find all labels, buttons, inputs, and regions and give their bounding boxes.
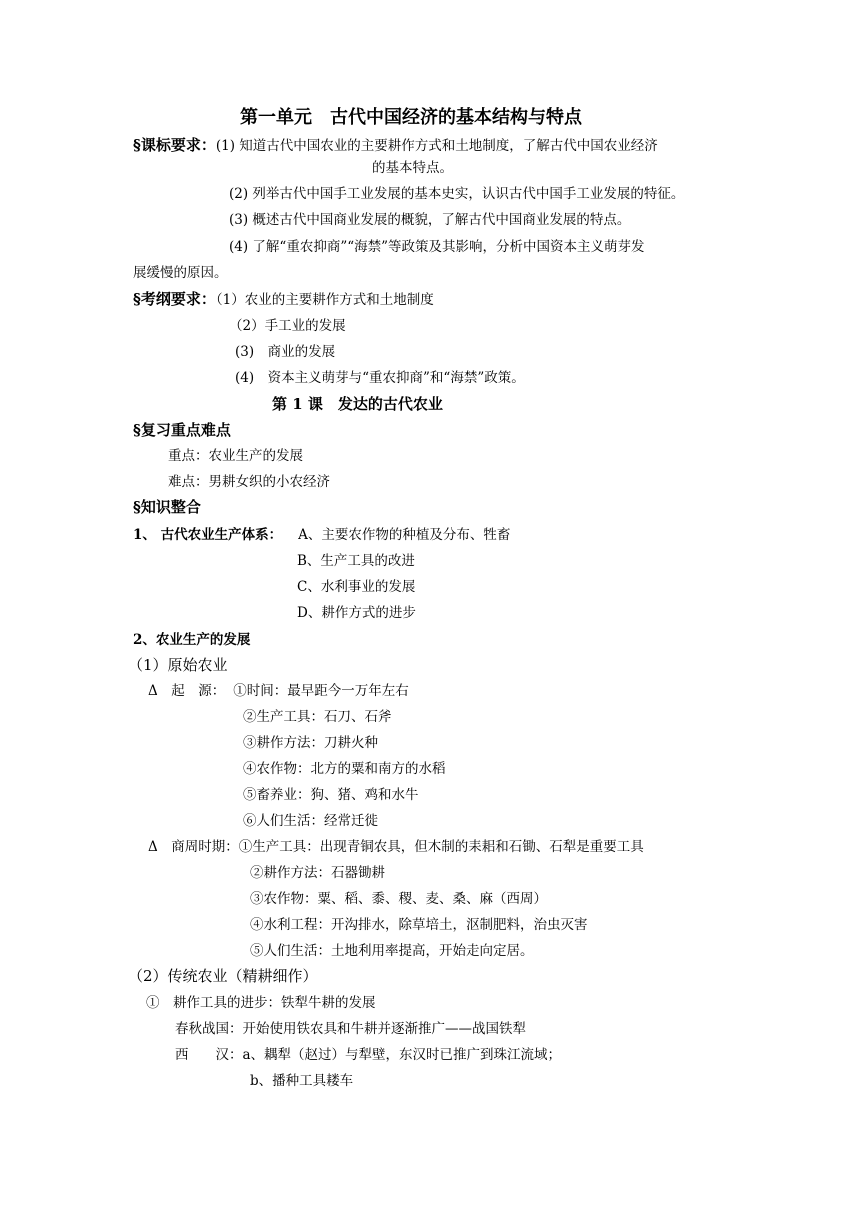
system-item-d: D、耕作方式的进步 bbox=[297, 605, 416, 621]
shangzhou-label: Δ 商周时期： bbox=[148, 839, 239, 855]
shangzhou-line bbox=[148, 837, 644, 857]
origin-item-5: ⑤畜养业：狗、猪、鸡和水牛 bbox=[243, 787, 419, 803]
lesson-title: 第 1 课 发达的古代农业 bbox=[272, 395, 443, 413]
system-item-a: A、主要农作物的种植及分布、牲畜 bbox=[298, 527, 511, 543]
shangzhou-item-2: ②耕作方法：石器锄耕 bbox=[250, 865, 385, 881]
kebiao-req-2: (2) 列举古代中国手工业发展的基本史实，认识古代中国手工业发展的特征。 bbox=[229, 186, 685, 202]
kebiao-req-4a: (4) 了解“重农抑商”“海禁”等政策及其影响，分析中国资本主义萌芽发 bbox=[229, 239, 645, 255]
system-item-c: C、水利事业的发展 bbox=[297, 579, 416, 595]
kaogang-heading: §考纲要求： bbox=[133, 290, 216, 308]
kaogang-req-1: （1）农业的主要耕作方式和土地制度 bbox=[215, 292, 434, 308]
development-heading: 2、农业生产的发展 bbox=[133, 632, 251, 648]
kaogang-req-4: (4) 资本主义萌芽与“重农抑商”和“海禁”政策。 bbox=[235, 370, 525, 386]
kebiao-req-4b: 展缓慢的原因。 bbox=[133, 265, 228, 281]
kaogang-req-3: (3) 商业的发展 bbox=[235, 344, 336, 360]
origin-item-3: ③耕作方法：刀耕火种 bbox=[243, 735, 378, 751]
unit-title: 第一单元 古代中国经济的基本结构与特点 bbox=[240, 107, 582, 128]
kaogang-req-2: （2）手工业的发展 bbox=[229, 318, 346, 334]
kaogang-line-1 bbox=[133, 288, 434, 310]
shangzhou-item-3: ③农作物：粟、稻、黍、稷、麦、桑、麻（西周） bbox=[250, 891, 547, 907]
origin-label: Δ 起 源： bbox=[148, 683, 226, 699]
kebiao-req-3: (3) 概述古代中国商业发展的概貌，了解古代中国商业发展的特点。 bbox=[229, 212, 631, 228]
review-zhongdian: 重点：农业生产的发展 bbox=[168, 448, 303, 464]
shangzhou-item-5: ⑤人们生活：土地利用率提高，开始走向定居。 bbox=[250, 943, 534, 959]
traditional-item-1: ① 耕作工具的进步：铁犁牛耕的发展 bbox=[146, 995, 376, 1011]
origin-item-6: ⑥人们生活：经常迁徙 bbox=[243, 813, 378, 829]
xihan-item-b: b、播种工具耧车 bbox=[250, 1073, 354, 1089]
origin-item-4: ④农作物：北方的粟和南方的水稻 bbox=[243, 761, 446, 777]
kebiao-req-1a: (1) 知道古代中国农业的主要耕作方式和土地制度，了解古代中国农业经济 bbox=[215, 138, 658, 154]
xihan-line bbox=[175, 1045, 561, 1065]
shangzhou-item-4: ④水利工程：开沟排水，除草培土，沤制肥料，治虫灭害 bbox=[250, 917, 588, 933]
primitive-heading: （1）原始农业 bbox=[128, 656, 228, 674]
chunqiu-line: 春秋战国：开始使用铁农具和牛耕并逐渐推广——战国铁犁 bbox=[175, 1021, 526, 1037]
traditional-heading: （2）传统农业（精耕细作） bbox=[128, 967, 318, 985]
system-label: 1、 古代农业生产体系： bbox=[133, 527, 283, 543]
shangzhou-item-1: ①生产工具：出现青铜农具，但木制的耒耜和石锄、石犁是重要工具 bbox=[238, 839, 644, 855]
xihan-item-a: a、耦犁（赵过）与犁壁，东汉时已推广到珠江流域； bbox=[242, 1047, 562, 1063]
zhishi-heading: §知识整合 bbox=[133, 498, 201, 516]
kebiao-req-1b: 的基本特点。 bbox=[372, 160, 453, 176]
review-heading: §复习重点难点 bbox=[133, 421, 231, 439]
origin-line bbox=[148, 681, 409, 701]
kebiao-line-1 bbox=[133, 134, 658, 156]
system-line bbox=[133, 525, 510, 545]
origin-item-1: ①时间：最早距今一万年左右 bbox=[233, 683, 409, 699]
kebiao-heading: §课标要求： bbox=[133, 136, 216, 154]
origin-item-2: ②生产工具：石刀、石斧 bbox=[243, 709, 392, 725]
review-nandian: 难点：男耕女织的小农经济 bbox=[168, 474, 330, 490]
xihan-label: 西 汉： bbox=[175, 1047, 243, 1063]
system-item-b: B、生产工具的改进 bbox=[297, 553, 415, 569]
